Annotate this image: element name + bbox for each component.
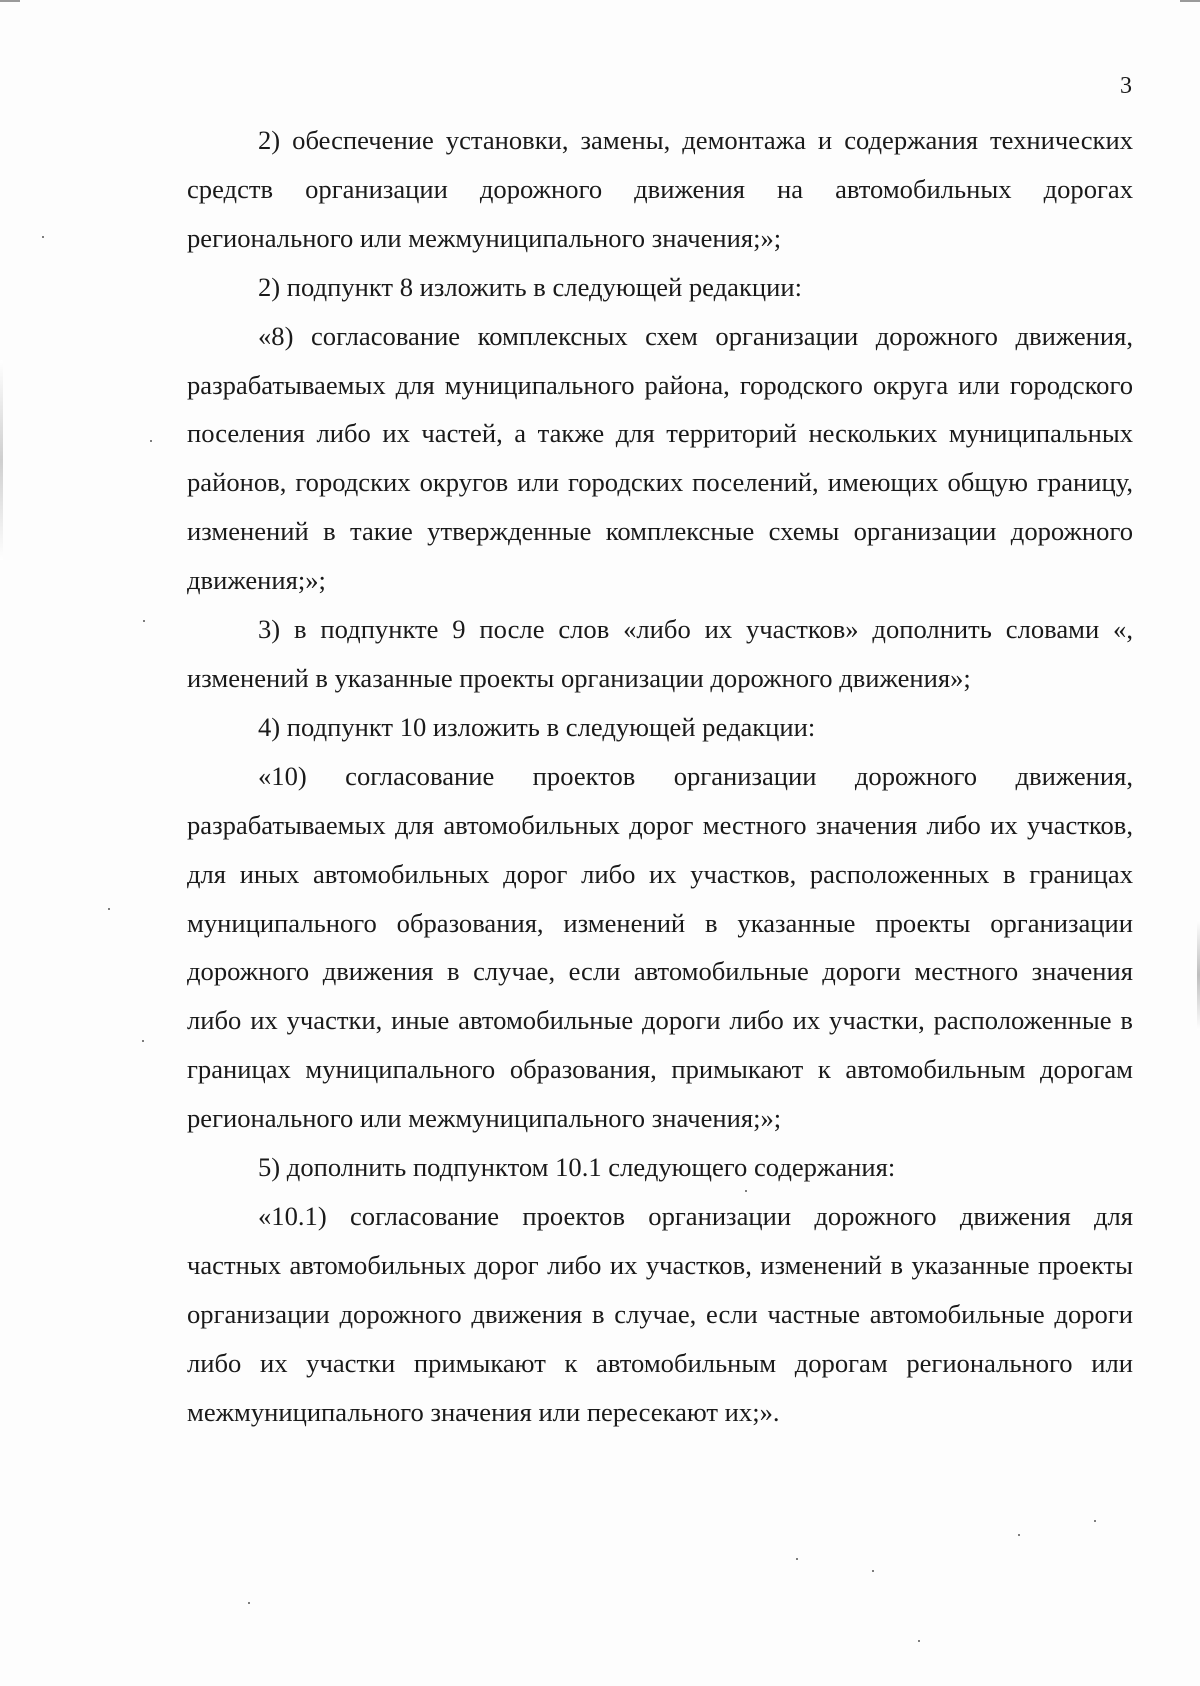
scan-corner-mark <box>1180 0 1200 2</box>
paragraph: «10.1) согласование проектов организации дорожного движения для частных автомобильных дорог либо их участков, изменений в указанные проекты организации дорожного движения в случае, если частные автомобильные дороги либо их участки примыкают к автомобильным дорогам регионального или межмуниципального значения или пересекают их;». <box>187 1200 1133 1427</box>
scan-speck <box>42 236 44 238</box>
scan-speck <box>150 440 152 442</box>
scan-edge-shadow <box>0 360 3 560</box>
document-body <box>187 116 1133 1436</box>
scan-corner-mark <box>0 0 20 2</box>
scan-speck <box>918 1640 920 1642</box>
scan-speck <box>248 1602 250 1604</box>
page-number: 3 <box>1120 73 1132 99</box>
scan-speck <box>143 620 145 622</box>
paragraph: 4) подпункт 10 изложить в следующей редакции: <box>258 711 816 742</box>
scan-speck <box>1094 1520 1096 1522</box>
scan-speck <box>796 1558 798 1560</box>
paragraph: 2) подпункт 8 изложить в следующей редакции: <box>258 271 802 302</box>
scan-speck <box>872 1570 874 1572</box>
scan-speck <box>142 1040 144 1042</box>
paragraph: 2) обеспечение установки, замены, демонтажа и содержания технических средств организации дорожного движения на автомобильных дорогах регионального или межмуниципального значения;»; <box>187 125 1133 253</box>
paragraph: «8) согласование комплексных схем организации дорожного движения, разрабатываемых для муниципального района, городского округа или городского поселения либо их частей, а также для территорий нескольких муниципальных районов, городских округов или городских поселений, имеющих общую границу, изменений в такие утвержденные комплексные схемы организации дорожного движения;»; <box>187 320 1133 596</box>
scan-speck <box>1018 1534 1020 1536</box>
paragraph: 3) в подпункте 9 после слов «либо их участков» дополнить словами «, изменений в указанные проекты организации дорожного движения»; <box>187 614 1133 693</box>
scan-speck <box>108 908 110 910</box>
paragraph: 5) дополнить подпунктом 10.1 следующего содержания: <box>258 1152 896 1183</box>
paragraph: «10) согласование проектов организации дорожного движения, разрабатываемых для автомобильных дорог местного значения либо их участков, для иных автомобильных дорог либо их участков, расположенных в границах муниципального образования, изменений в указанные проекты организации дорожного движения в случае, если автомобильные дороги местного значения либо их участки, иные автомобильные дороги либо их участки, расположенные в границах муниципального образования, примыкают к автомобильным дорогам регионального или межмуниципального значения;»; <box>187 760 1133 1134</box>
